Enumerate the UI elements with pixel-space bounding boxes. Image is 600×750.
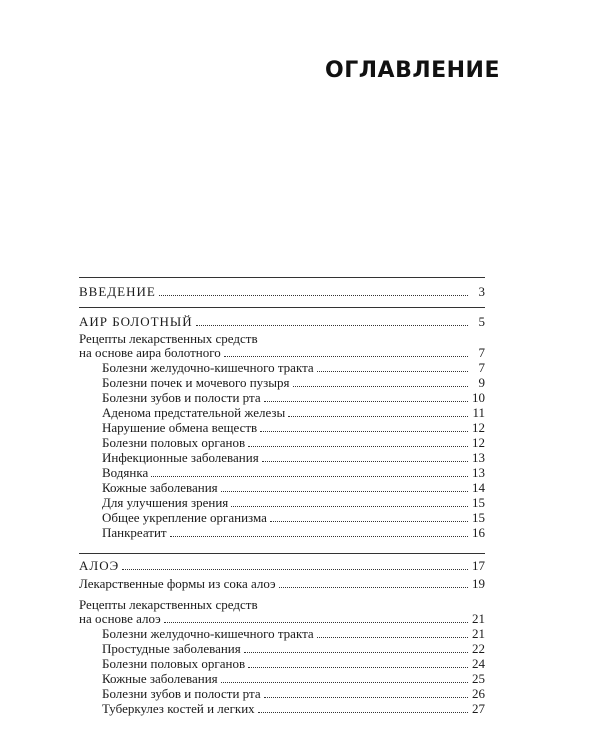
dot-leader [258,712,468,713]
toc-subentry[interactable] [102,360,485,375]
dot-leader [264,401,468,402]
toc-entry-label: АИР БОЛОТНЫЙ [79,314,193,329]
toc-subentry[interactable] [102,626,485,641]
toc-entry-label: Инфекционные заболевания [102,450,259,465]
toc-subentry[interactable] [102,465,485,480]
toc-entry-page: 27 [472,701,485,716]
toc-entry-label: АЛОЭ [79,558,120,573]
toc-entry-label: Нарушение обмена веществ [102,420,258,435]
toc-entry-label: Простудные заболевания [102,641,241,656]
dot-leader [279,587,468,588]
toc-entry-page: 7 [478,360,485,375]
toc-subentry[interactable] [102,435,485,450]
toc-entry-page: 21 [472,626,485,641]
dot-leader [221,491,468,492]
toc-entry-label: Болезни зубов и полости рта [102,390,261,405]
dot-leader [196,325,468,326]
toc-subentry[interactable] [102,641,485,656]
toc-subentry[interactable] [102,480,485,495]
toc-entry-label: Для улучшения зрения [102,495,229,510]
dot-leader [122,569,468,570]
toc-entry-aloe-juice-forms[interactable] [79,576,485,591]
toc-entry-page: 5 [478,314,485,329]
dot-leader [317,371,468,372]
toc-entry-page: 21 [472,611,485,626]
toc-entry-page: 12 [472,420,485,435]
dot-leader [260,431,468,432]
dot-leader [244,652,468,653]
toc-entry-page: 7 [478,345,485,360]
toc-subentry[interactable] [102,686,485,701]
toc-entry-label: Болезни желудочно-кишечного тракта [102,626,314,641]
toc-entry-label: Болезни почек и мочевого пузыря [102,375,290,390]
toc-entry-label: ВВЕДЕНИЕ [79,284,156,299]
toc-subentry[interactable] [102,405,485,420]
toc-entry-page: 25 [472,671,485,686]
toc-subentry[interactable] [102,495,485,510]
toc-entry-label: на основе аира болотного [79,345,221,360]
toc-subentry[interactable] [102,525,485,540]
toc-entry-calamus-recipes[interactable] [79,345,485,360]
toc-entry-page: 19 [472,576,485,591]
toc-subentry[interactable] [102,671,485,686]
toc-entry-calamus[interactable] [79,314,485,329]
dot-leader [262,461,468,462]
toc-entry-page: 10 [472,390,485,405]
toc-entry-page: 3 [478,284,485,299]
toc-entry-page: 17 [472,558,485,573]
toc-entry-page: 26 [472,686,485,701]
dot-leader [221,682,468,683]
toc-entry-page: 12 [472,435,485,450]
section-divider [79,277,485,278]
toc-entry-label: Кожные заболевания [102,480,218,495]
toc-entry-label: Болезни желудочно-кишечного тракта [102,360,314,375]
toc-subentry[interactable] [102,656,485,671]
toc-subentry[interactable] [102,390,485,405]
toc-group-line1: Рецепты лекарственных средств [79,597,258,612]
dot-leader [231,506,468,507]
toc-entry-label: Общее укрепление организма [102,510,267,525]
toc-entry-label: на основе алоэ [79,611,161,626]
toc-subentry[interactable] [102,375,485,390]
section-divider [79,553,485,554]
toc-entry-label: Болезни половых органов [102,435,246,450]
toc-entry-page: 24 [472,656,485,671]
toc-subentry[interactable] [102,450,485,465]
toc-entry-label: Туберкулез костей и легких [102,701,255,716]
toc-entry-page: 22 [472,641,485,656]
toc-entry-page: 14 [472,480,485,495]
dot-leader [293,386,468,387]
section-divider [79,307,485,308]
toc-entry-aloe-recipes[interactable] [79,611,485,626]
toc-entry-page: 13 [472,450,485,465]
dot-leader [248,446,468,447]
toc-subentry[interactable] [102,510,485,525]
dot-leader [248,667,468,668]
toc-entry-page: 11 [472,405,485,420]
dot-leader [264,697,468,698]
dot-leader [170,536,468,537]
toc-subentry[interactable] [102,420,485,435]
toc-entry-page: 15 [472,495,485,510]
dot-leader [317,637,468,638]
toc-entry-page: 9 [478,375,485,390]
toc-entry-label: Кожные заболевания [102,671,218,686]
dot-leader [159,295,468,296]
toc-entry-label: Аденома предстательной железы [102,405,286,420]
toc-entry-label: Панкреатит [102,525,167,540]
toc-entry-label: Лекарственные формы из сока алоэ [79,576,276,591]
dot-leader [224,356,468,357]
toc-entry-label: Болезни зубов и полости рта [102,686,261,701]
toc-entry-introduction[interactable] [79,284,485,299]
page-title: ОГЛАВЛЕНИЕ [325,58,500,83]
toc-entry-aloe[interactable] [79,558,485,573]
dot-leader [164,622,468,623]
toc-entry-label: Водянка [102,465,149,480]
toc-entry-page: 15 [472,510,485,525]
dot-leader [151,476,468,477]
toc-group-line1: Рецепты лекарственных средств [79,331,258,346]
toc-entry-page: 16 [472,525,485,540]
toc-subentry[interactable] [102,701,485,716]
dot-leader [270,521,468,522]
toc-entry-page: 13 [472,465,485,480]
dot-leader [288,416,468,417]
toc-entry-label: Болезни половых органов [102,656,246,671]
